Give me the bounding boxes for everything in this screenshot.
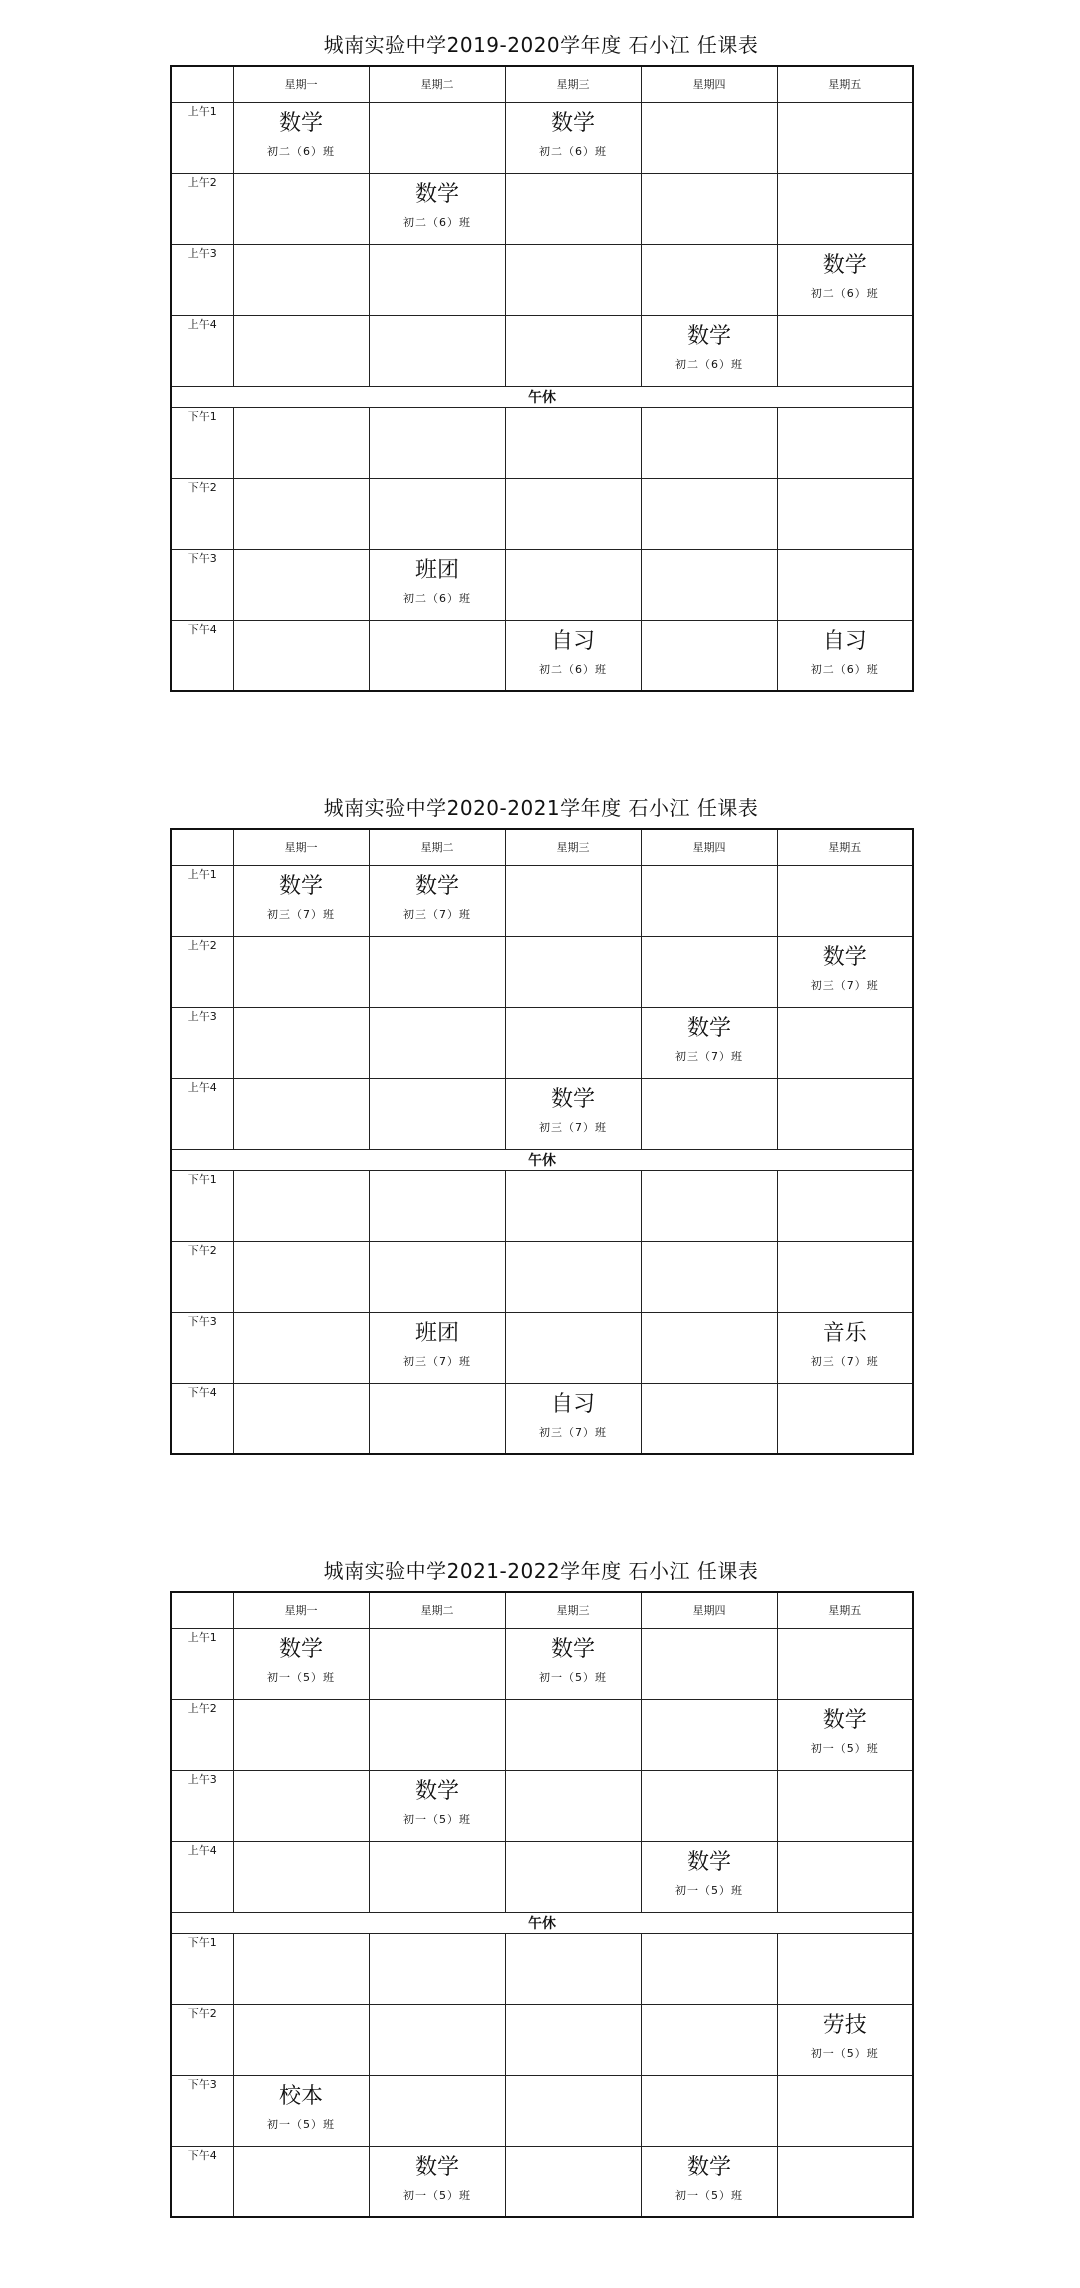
period-label: 上午3 xyxy=(171,244,233,315)
timetable-cell xyxy=(233,1241,369,1312)
timetable-cell xyxy=(505,315,641,386)
timetable-cell xyxy=(505,865,641,936)
period-row xyxy=(171,1241,913,1312)
schedule-3 xyxy=(170,1551,912,2218)
class-name: 初一（5）班 xyxy=(810,2046,879,2060)
subject-name: 数学 xyxy=(414,181,459,207)
subject-name: 数学 xyxy=(278,873,323,899)
period-row xyxy=(171,2004,913,2075)
timetable-cell xyxy=(369,2004,505,2075)
timetable-cell xyxy=(777,620,913,691)
timetable-cell xyxy=(369,865,505,936)
timetable-cell xyxy=(505,1699,641,1770)
period-label: 下午3 xyxy=(171,549,233,620)
period-label: 上午4 xyxy=(171,1841,233,1912)
subject-name: 数学 xyxy=(686,323,731,349)
period-row xyxy=(171,315,913,386)
timetable-cell xyxy=(233,1699,369,1770)
timetable-cell xyxy=(777,102,913,173)
subject-name: 数学 xyxy=(686,1849,731,1875)
header-row xyxy=(171,1592,913,1628)
day-header: 星期一 xyxy=(233,66,369,102)
timetable-cell xyxy=(233,407,369,478)
timetable-cell xyxy=(233,315,369,386)
class-name: 初二（6）班 xyxy=(267,144,335,158)
day-header: 星期四 xyxy=(641,829,777,865)
timetable-cell xyxy=(505,2146,641,2217)
timetable-cell xyxy=(369,244,505,315)
day-header: 星期三 xyxy=(505,66,641,102)
subject-name: 数学 xyxy=(686,1015,731,1041)
period-row xyxy=(171,407,913,478)
subject-name: 班团 xyxy=(414,557,459,583)
subject-name: 自习 xyxy=(822,628,867,654)
timetable-cell xyxy=(505,478,641,549)
timetable-cell xyxy=(777,1933,913,2004)
day-header: 星期二 xyxy=(369,829,505,865)
subject-name: 自习 xyxy=(550,628,595,654)
timetable-cell xyxy=(233,865,369,936)
timetable-cell xyxy=(505,173,641,244)
header-row xyxy=(171,829,913,865)
timetable-cell xyxy=(777,478,913,549)
subject-name: 数学 xyxy=(414,2154,459,2180)
timetable-cell xyxy=(369,1933,505,2004)
timetable-cell xyxy=(641,407,777,478)
timetable-cell xyxy=(641,1170,777,1241)
class-name: 初二（6）班 xyxy=(539,662,607,676)
lunch-break-label: 午休 xyxy=(171,386,913,407)
timetable-cell xyxy=(777,1770,913,1841)
corner-cell xyxy=(171,829,233,865)
timetable-cell xyxy=(641,865,777,936)
timetable-cell xyxy=(369,1628,505,1699)
timetable-cell xyxy=(641,2075,777,2146)
timetable-cell xyxy=(505,1078,641,1149)
timetable-cell xyxy=(369,620,505,691)
timetable-cell xyxy=(641,549,777,620)
timetable-cell xyxy=(641,1007,777,1078)
subject-name: 数学 xyxy=(278,110,323,136)
timetable-cell xyxy=(233,1312,369,1383)
subject-name: 数学 xyxy=(550,1636,595,1662)
subject-name: 班团 xyxy=(414,1320,459,1346)
period-row xyxy=(171,2075,913,2146)
timetable xyxy=(170,1591,914,2218)
timetable-cell xyxy=(641,478,777,549)
timetable-cell xyxy=(505,407,641,478)
period-label: 下午2 xyxy=(171,1241,233,1312)
timetable-cell xyxy=(777,407,913,478)
period-label: 下午2 xyxy=(171,2004,233,2075)
period-label: 下午4 xyxy=(171,620,233,691)
timetable-cell xyxy=(369,2146,505,2217)
class-name: 初二（6）班 xyxy=(539,144,607,158)
timetable-cell xyxy=(233,2146,369,2217)
timetable-cell xyxy=(369,407,505,478)
subject-name: 数学 xyxy=(550,1086,595,1112)
corner-cell xyxy=(171,66,233,102)
timetable-cell xyxy=(233,620,369,691)
period-label: 下午3 xyxy=(171,1312,233,1383)
timetable-cell xyxy=(233,2075,369,2146)
timetable-cell xyxy=(641,315,777,386)
timetable-cell xyxy=(233,244,369,315)
schedule-title: 城南实验中学2021-2022学年度 石小江 任课表 xyxy=(323,1559,759,1583)
timetable-cell xyxy=(233,1170,369,1241)
timetable-cell xyxy=(233,1628,369,1699)
timetable-cell xyxy=(641,1628,777,1699)
timetable-cell xyxy=(641,1699,777,1770)
timetable-cell xyxy=(505,1628,641,1699)
subject-name: 数学 xyxy=(822,252,867,278)
period-row xyxy=(171,102,913,173)
timetable-cell xyxy=(641,102,777,173)
timetable-cell xyxy=(369,478,505,549)
timetable-cell xyxy=(505,620,641,691)
lunch-break-row xyxy=(171,1912,913,1933)
timetable-cell xyxy=(777,173,913,244)
timetable-cell xyxy=(369,1241,505,1312)
class-name: 初一（5）班 xyxy=(810,1741,879,1755)
day-header: 星期四 xyxy=(641,66,777,102)
timetable-cell xyxy=(505,1933,641,2004)
subject-name: 数学 xyxy=(822,1707,867,1733)
class-name: 初一（5）班 xyxy=(403,2188,471,2202)
day-header: 星期五 xyxy=(777,1592,913,1628)
lunch-break-label: 午休 xyxy=(171,1149,913,1170)
subject-name: 音乐 xyxy=(822,1320,867,1346)
timetable-cell xyxy=(505,1007,641,1078)
period-row xyxy=(171,244,913,315)
timetable-cell xyxy=(777,2075,913,2146)
lunch-break-row xyxy=(171,386,913,407)
timetable-cell xyxy=(505,1170,641,1241)
subject-name: 数学 xyxy=(414,1778,459,1804)
timetable-cell xyxy=(641,2004,777,2075)
timetable-cell xyxy=(777,865,913,936)
timetable-cell xyxy=(505,549,641,620)
period-label: 上午2 xyxy=(171,173,233,244)
timetable-cell xyxy=(505,1312,641,1383)
day-header: 星期三 xyxy=(505,829,641,865)
class-name: 初二（6）班 xyxy=(403,215,471,229)
period-label: 上午3 xyxy=(171,1770,233,1841)
period-label: 下午4 xyxy=(171,2146,233,2217)
class-name: 初三（7）班 xyxy=(539,1425,607,1439)
period-row xyxy=(171,1312,913,1383)
period-label: 下午4 xyxy=(171,1383,233,1454)
class-name: 初三（7）班 xyxy=(675,1049,743,1063)
timetable-cell xyxy=(505,1770,641,1841)
timetable-cell xyxy=(777,315,913,386)
corner-cell xyxy=(171,1592,233,1628)
day-header: 星期五 xyxy=(777,829,913,865)
class-name: 初三（7）班 xyxy=(810,1354,879,1368)
class-name: 初二（6）班 xyxy=(810,286,879,300)
timetable-cell xyxy=(777,1699,913,1770)
timetable-cell xyxy=(505,1383,641,1454)
timetable-cell xyxy=(233,936,369,1007)
period-row xyxy=(171,1170,913,1241)
subject-name: 数学 xyxy=(414,873,459,899)
class-name: 初一（5）班 xyxy=(675,2188,743,2202)
timetable-cell xyxy=(233,1383,369,1454)
class-name: 初二（6）班 xyxy=(403,591,471,605)
day-header: 星期五 xyxy=(777,66,913,102)
class-name: 初一（5）班 xyxy=(267,1670,335,1684)
class-name: 初三（7）班 xyxy=(810,978,879,992)
timetable-cell xyxy=(369,1078,505,1149)
period-label: 上午2 xyxy=(171,936,233,1007)
timetable-cell xyxy=(369,1383,505,1454)
subject-name: 数学 xyxy=(550,110,595,136)
period-row xyxy=(171,1007,913,1078)
timetable-cell xyxy=(233,478,369,549)
period-label: 上午1 xyxy=(171,865,233,936)
timetable-cell xyxy=(369,936,505,1007)
timetable-cell xyxy=(641,1933,777,2004)
period-label: 上午1 xyxy=(171,102,233,173)
schedule-2 xyxy=(170,788,912,1455)
timetable-cell xyxy=(369,1770,505,1841)
day-header: 星期一 xyxy=(233,1592,369,1628)
timetable-cell xyxy=(369,1170,505,1241)
timetable-cell xyxy=(641,244,777,315)
class-name: 初二（6）班 xyxy=(675,357,743,371)
timetable-cell xyxy=(369,102,505,173)
timetable xyxy=(170,828,914,1455)
period-row xyxy=(171,1699,913,1770)
timetable-cell xyxy=(233,2004,369,2075)
timetable-cell xyxy=(777,2004,913,2075)
timetable-cell xyxy=(777,2146,913,2217)
class-name: 初三（7）班 xyxy=(267,907,335,921)
timetable-cell xyxy=(777,1007,913,1078)
period-row xyxy=(171,1628,913,1699)
timetable-cell xyxy=(641,1383,777,1454)
period-label: 上午3 xyxy=(171,1007,233,1078)
schedule-title: 城南实验中学2019-2020学年度 石小江 任课表 xyxy=(323,33,759,57)
timetable-cell xyxy=(369,1699,505,1770)
timetable-cell xyxy=(369,2075,505,2146)
period-label: 上午2 xyxy=(171,1699,233,1770)
timetable-cell xyxy=(369,173,505,244)
timetable-cell xyxy=(641,620,777,691)
timetable-cell xyxy=(641,1241,777,1312)
subject-name: 数学 xyxy=(686,2154,731,2180)
class-name: 初三（7）班 xyxy=(403,907,471,921)
subject-name: 劳技 xyxy=(822,2012,867,2038)
timetable-cell xyxy=(777,1628,913,1699)
schedule-title: 城南实验中学2020-2021学年度 石小江 任课表 xyxy=(323,796,759,820)
timetable xyxy=(170,65,914,692)
period-label: 下午2 xyxy=(171,478,233,549)
timetable-cell xyxy=(505,1241,641,1312)
timetable-cell xyxy=(641,1312,777,1383)
lunch-break-label: 午休 xyxy=(171,1912,913,1933)
class-name: 初一（5）班 xyxy=(539,1670,607,1684)
timetable-cell xyxy=(777,1383,913,1454)
timetable-cell xyxy=(641,173,777,244)
period-row xyxy=(171,620,913,691)
timetable-cell xyxy=(369,1312,505,1383)
timetable-cell xyxy=(505,244,641,315)
timetable-cell xyxy=(777,936,913,1007)
timetable-cell xyxy=(641,936,777,1007)
timetable-cell xyxy=(233,173,369,244)
period-row xyxy=(171,865,913,936)
timetable-cell xyxy=(641,2146,777,2217)
class-name: 初一（5）班 xyxy=(267,2117,335,2131)
period-row xyxy=(171,1078,913,1149)
day-header: 星期四 xyxy=(641,1592,777,1628)
class-name: 初一（5）班 xyxy=(675,1883,743,1897)
lunch-break-row xyxy=(171,1149,913,1170)
period-label: 上午1 xyxy=(171,1628,233,1699)
timetable-cell xyxy=(777,244,913,315)
period-row xyxy=(171,1383,913,1454)
timetable-cell xyxy=(505,936,641,1007)
timetable-cell xyxy=(777,1841,913,1912)
timetable-cell xyxy=(777,1078,913,1149)
period-label: 下午3 xyxy=(171,2075,233,2146)
period-row xyxy=(171,1841,913,1912)
class-name: 初二（6）班 xyxy=(810,662,879,676)
timetable-cell xyxy=(777,1241,913,1312)
timetable-cell xyxy=(233,102,369,173)
period-label: 下午1 xyxy=(171,407,233,478)
timetable-cell xyxy=(233,549,369,620)
day-header: 星期一 xyxy=(233,829,369,865)
period-row xyxy=(171,549,913,620)
class-name: 初三（7）班 xyxy=(403,1354,471,1368)
timetable-cell xyxy=(233,1933,369,2004)
period-label: 下午1 xyxy=(171,1170,233,1241)
timetable-cell xyxy=(505,1841,641,1912)
schedule-1 xyxy=(170,25,912,692)
day-header: 星期二 xyxy=(369,66,505,102)
timetable-cell xyxy=(777,549,913,620)
timetable-cell xyxy=(369,549,505,620)
timetable-cell xyxy=(505,2004,641,2075)
timetable-cell xyxy=(233,1007,369,1078)
timetable-cell xyxy=(369,1841,505,1912)
period-label: 上午4 xyxy=(171,315,233,386)
timetable-cell xyxy=(777,1312,913,1383)
day-header: 星期三 xyxy=(505,1592,641,1628)
timetable-cell xyxy=(505,102,641,173)
period-label: 下午1 xyxy=(171,1933,233,2004)
day-header: 星期二 xyxy=(369,1592,505,1628)
period-row xyxy=(171,1933,913,2004)
period-row xyxy=(171,1770,913,1841)
period-row xyxy=(171,2146,913,2217)
timetable-cell xyxy=(369,315,505,386)
period-row xyxy=(171,478,913,549)
class-name: 初三（7）班 xyxy=(539,1120,607,1134)
timetable-cell xyxy=(369,1007,505,1078)
header-row xyxy=(171,66,913,102)
period-row xyxy=(171,936,913,1007)
timetable-cell xyxy=(641,1841,777,1912)
period-label: 上午4 xyxy=(171,1078,233,1149)
timetable-cell xyxy=(777,1170,913,1241)
subject-name: 校本 xyxy=(278,2083,323,2109)
subject-name: 数学 xyxy=(278,1636,323,1662)
timetable-cell xyxy=(233,1770,369,1841)
subject-name: 数学 xyxy=(822,944,867,970)
timetable-cell xyxy=(641,1770,777,1841)
period-row xyxy=(171,173,913,244)
timetable-cell xyxy=(641,1078,777,1149)
timetable-cell xyxy=(233,1841,369,1912)
subject-name: 自习 xyxy=(550,1391,595,1417)
class-name: 初一（5）班 xyxy=(403,1812,471,1826)
timetable-cell xyxy=(505,2075,641,2146)
timetable-cell xyxy=(233,1078,369,1149)
